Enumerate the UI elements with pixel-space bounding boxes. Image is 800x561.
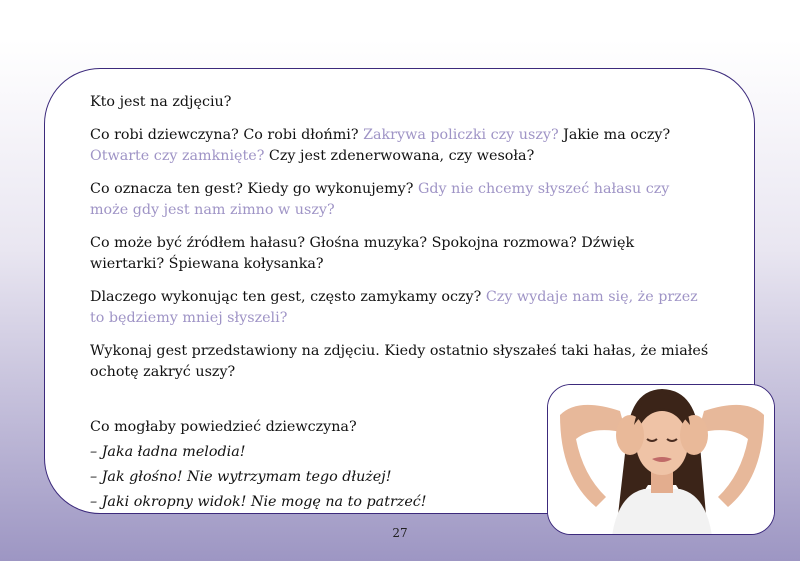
question-text: Dlaczego wykonując ten gest, często zamykamy oczy?	[90, 289, 486, 305]
question-list	[90, 92, 712, 383]
dialog-line-1: – Jaka ładna melodia!	[90, 444, 246, 460]
girl-covering-ears-photo	[547, 384, 775, 535]
page-number: 27	[392, 526, 408, 540]
question-paragraph	[90, 233, 712, 275]
question-paragraph	[90, 92, 712, 113]
hint-text: Otwarte czy zamknięte?	[90, 148, 265, 164]
question-text: Kto jest na zdjęciu?	[90, 94, 232, 110]
dialog-prompt: Co mogłaby powiedzieć dziewczyna?	[90, 419, 357, 435]
question-text: Co oznacza ten gest? Kiedy go wykonujemy?	[90, 181, 418, 197]
question-text: Jakie ma oczy?	[558, 127, 671, 143]
dialog-line-2: – Jak głośno! Nie wytrzymam tego dłużej!	[90, 469, 392, 485]
question-paragraph	[90, 341, 712, 383]
dialog-line-3: – Jaki okropny widok! Nie mogę na to patrzeć!	[90, 494, 427, 510]
question-paragraph	[90, 179, 712, 221]
question-paragraph	[90, 287, 712, 329]
hint-text: Czy wydaje nam się, że przez to będziemy mniej słyszeli?	[90, 289, 698, 326]
question-text: Wykonaj gest przedstawiony na zdjęciu. Kiedy ostatnio słyszałeś taki hałas, że miałeś ochotę zakryć uszy?	[90, 343, 709, 380]
hint-text: Zakrywa policzki czy uszy?	[363, 127, 559, 143]
question-text: Co może być źródłem hałasu? Głośna muzyka? Spokojna rozmowa? Dźwięk wiertarki? Śpiewana kołysanka?	[90, 235, 635, 272]
question-text: Czy jest zdenerwowana, czy wesoła?	[264, 148, 535, 164]
hint-text: Gdy nie chcemy słyszeć hałasu czy może gdy jest nam zimno w uszy?	[90, 181, 670, 218]
question-paragraph	[90, 125, 712, 167]
question-text: Co robi dziewczyna? Co robi dłońmi?	[90, 127, 364, 143]
